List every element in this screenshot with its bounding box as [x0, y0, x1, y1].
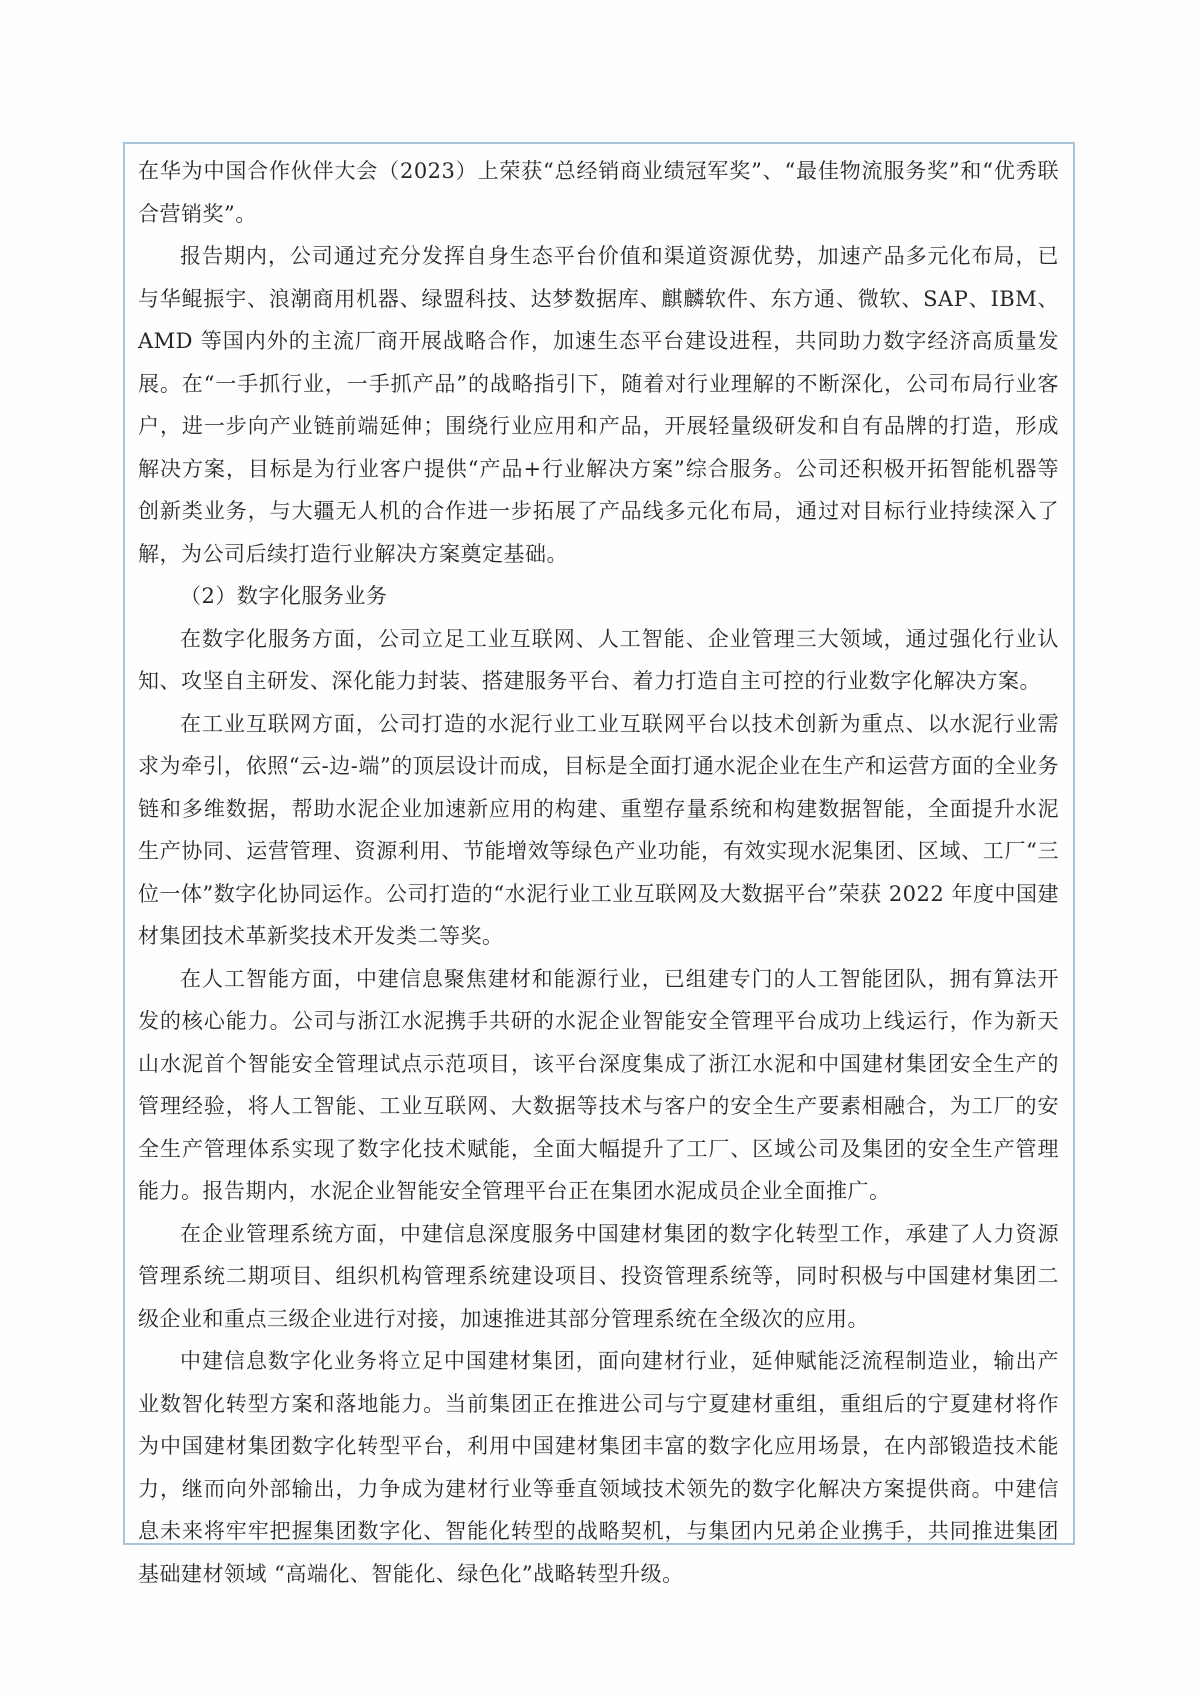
paragraph: 在企业管理系统方面，中建信息深度服务中国建材集团的数字化转型工作，承建了人力资源管理系统二期项目、组织机构管理系统建设项目、投资管理系统等，同时积极与中国建材集团二级企业和重点三级企业进行对接，加速推进其部分管理系统在全级次的应用。	[138, 1221, 1059, 1331]
paragraph: 在工业互联网方面，公司打造的水泥行业工业互联网平台以技术创新为重点、以水泥行业需求为牵引，依照“云-边-端”的顶层设计而成，目标是全面打通水泥企业在生产和运营方面的全业务链和多维数据，帮助水泥企业加速新应用的构建、重塑存量系统和构建数据智能，全面提升水泥生产协同、运营管理、资源利用、节能增效等绿色产业功能，有效实现水泥集团、区域、工厂“三位一体”数字化协同运作。公司打造的“水泥行业工业互联网及大数据平台”荣获 2022 年度中国建材集团技术革新奖技术开发类二等奖。	[138, 711, 1059, 948]
paragraph: 中建信息数字化业务将立足中国建材集团，面向建材行业，延伸赋能泛流程制造业，输出产业数智化转型方案和落地能力。当前集团正在推进公司与宁夏建材重组，重组后的宁夏建材将作为中国建材集团数字化转型平台，利用中国建材集团丰富的数字化应用场景，在内部锻造技术能力，继而向外部输出，力争成为建材行业等垂直领域技术领先的数字化解决方案提供商。中建信息未来将牢牢把握集团数字化、智能化转型的战略契机，与集团内兄弟企业携手，共同推进集团基础建材领域 “高端化、智能化、绿色化”战略转型升级。	[138, 1349, 1059, 1586]
paragraph: 在华为中国合作伙伴大会（2023）上荣获“总经销商业绩冠军奖”、“最佳物流服务奖”和“优秀联合营销奖”。	[138, 159, 1059, 226]
paragraph: 在人工智能方面，中建信息聚焦建材和能源行业，已组建专门的人工智能团队，拥有算法开发的核心能力。公司与浙江水泥携手共研的水泥企业智能安全管理平台成功上线运行，作为新天山水泥首个智能安全管理试点示范项目，该平台深度集成了浙江水泥和中国建材集团安全生产的管理经验，将人工智能、工业互联网、大数据等技术与客户的安全生产要素相融合，为工厂的安全生产管理体系实现了数字化技术赋能，全面大幅提升了工厂、区域公司及集团的安全生产管理能力。报告期内，水泥企业智能安全管理平台正在集团水泥成员企业全面推广。	[138, 966, 1059, 1203]
paragraph: 在数字化服务方面，公司立足工业互联网、人工智能、企业管理三大领域，通过强化行业认知、攻坚自主研发、深化能力封装、搭建服务平台、着力打造自主可控的行业数字化解决方案。	[138, 626, 1059, 693]
document-body	[138, 150, 1059, 1595]
text-frame	[123, 142, 1075, 1586]
paragraph: （2）数字化服务业务	[180, 584, 388, 608]
paragraph: 报告期内，公司通过充分发挥自身生态平台价值和渠道资源优势，加速产品多元化布局，已与华鲲振宇、浪潮商用机器、绿盟科技、达梦数据库、麒麟软件、东方通、微软、SAP、IBM、AMD 等国内外的主流厂商开展战略合作，加速生态平台建设进程，共同助力数字经济高质量发展。在“一手抓行业，一手抓产品”的战略指引下，随着对行业理解的不断深化，公司布局行业客户，进一步向产业链前端延伸；围绕行业应用和产品，开展轻量级研发和自有品牌的打造，形成解决方案，目标是为行业客户提供“产品+行业解决方案”综合服务。公司还积极开拓智能机器等创新类业务，与大疆无人机的合作进一步拓展了产品线多元化布局，通过对目标行业持续深入了解，为公司后续打造行业解决方案奠定基础。	[138, 244, 1059, 566]
